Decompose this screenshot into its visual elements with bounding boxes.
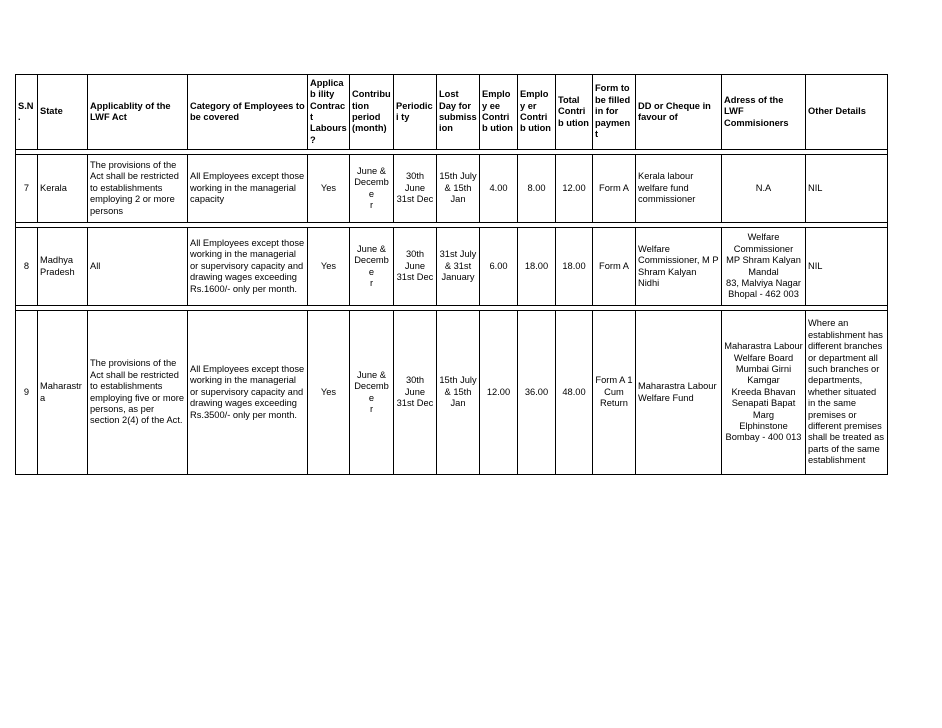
row-sn: 8 <box>16 228 38 306</box>
row-form: Form A <box>593 228 636 306</box>
row-employer-contribution: 18.00 <box>518 228 556 306</box>
header-employee-contribution: Employ ee Contrib ution <box>480 75 518 150</box>
row-periodicity: 30th June 31st Dec <box>394 311 437 475</box>
row-applicability: All <box>88 228 188 306</box>
row-address: N.A <box>722 155 806 223</box>
row-periodicity: 30th June 31st Dec <box>394 155 437 223</box>
table-row <box>16 311 888 475</box>
header-contract: Applicab ility Contract Labours ? <box>308 75 350 150</box>
row-contract: Yes <box>308 311 350 475</box>
row-employee-contribution: 6.00 <box>480 228 518 306</box>
table-row <box>16 228 888 306</box>
row-contract: Yes <box>308 155 350 223</box>
row-address: Maharastra Labour Welfare Board Mumbai Girni Kamgar Kreeda Bhavan Senapati Bapat Marg Elphinstone Bombay - 400 013 <box>722 311 806 475</box>
row-other: NIL <box>806 228 888 306</box>
row-employer-contribution: 36.00 <box>518 311 556 475</box>
header-other: Other Details <box>806 75 888 150</box>
header-dd: DD or Cheque in favour of <box>636 75 722 150</box>
row-contribution-period: June & Decembe r <box>350 311 394 475</box>
row-contribution-period: June & Decembe r <box>350 155 394 223</box>
header-applicability: Applicablity of the LWF Act <box>88 75 188 150</box>
row-last-day: 15th July & 15th Jan <box>437 311 480 475</box>
header-state: State <box>38 75 88 150</box>
header-periodicity: Periodici ty <box>394 75 437 150</box>
row-total-contribution: 18.00 <box>556 228 593 306</box>
table-row <box>16 155 888 223</box>
row-state: Madhya Pradesh <box>38 228 88 306</box>
header-form: Form to be filled in for payment <box>593 75 636 150</box>
header-total-contribution: Total Contrib ution <box>556 75 593 150</box>
row-employee-contribution: 4.00 <box>480 155 518 223</box>
row-category: All Employees except those working in the managerial or supervisory capacity and drawing wages exceeding Rs.1600/- only per month. <box>188 228 308 306</box>
row-category: All Employees except those working in the managerial capacity <box>188 155 308 223</box>
header-row <box>16 75 888 150</box>
row-address: Welfare Commissioner MP Shram Kalyan Mandal 83, Malviya Nagar Bhopal - 462 003 <box>722 228 806 306</box>
header-sn: S.N. <box>16 75 38 150</box>
header-last-day: Lost Day for submiss ion <box>437 75 480 150</box>
row-last-day: 15th July & 15th Jan <box>437 155 480 223</box>
row-applicability: The provisions of the Act shall be restricted to establishments employing 2 or more persons <box>88 155 188 223</box>
row-employee-contribution: 12.00 <box>480 311 518 475</box>
row-form: Form A 1 Cum Return <box>593 311 636 475</box>
row-contract: Yes <box>308 228 350 306</box>
row-applicability: The provisions of the Act shall be restricted to establishments employing five or more persons, as per section 2(4) of the Act. <box>88 311 188 475</box>
row-periodicity: 30th June 31st Dec <box>394 228 437 306</box>
row-category: All Employees except those working in the managerial or supervisory capacity and drawing wages exceeding Rs.3500/- only per month. <box>188 311 308 475</box>
row-last-day: 31st July & 31st January <box>437 228 480 306</box>
row-sn: 7 <box>16 155 38 223</box>
row-dd: Maharastra Labour Welfare Fund <box>636 311 722 475</box>
row-sn: 9 <box>16 311 38 475</box>
row-other: NIL <box>806 155 888 223</box>
row-contribution-period: June & Decembe r <box>350 228 394 306</box>
row-state: Kerala <box>38 155 88 223</box>
header-employer-contribution: Employ er Contrib ution <box>518 75 556 150</box>
row-total-contribution: 48.00 <box>556 311 593 475</box>
header-address: Adress of the LWF Commisioners <box>722 75 806 150</box>
header-contribution-period: Contribu tion period (month) <box>350 75 394 150</box>
lwf-table <box>15 74 888 475</box>
row-employer-contribution: 8.00 <box>518 155 556 223</box>
row-state: Maharastra <box>38 311 88 475</box>
row-total-contribution: 12.00 <box>556 155 593 223</box>
header-category: Category of Employees to be covered <box>188 75 308 150</box>
lwf-table-sheet <box>15 74 887 475</box>
row-dd: Kerala labour welfare fund commissioner <box>636 155 722 223</box>
row-other: Where an establishment has different branches or department all such branches or departments, whether situated in the same premises or different premises shall be treated as parts of the same establishment <box>806 311 888 475</box>
row-dd: Welfare Commissioner, M P Shram Kalyan Nidhi <box>636 228 722 306</box>
row-form: Form A <box>593 155 636 223</box>
